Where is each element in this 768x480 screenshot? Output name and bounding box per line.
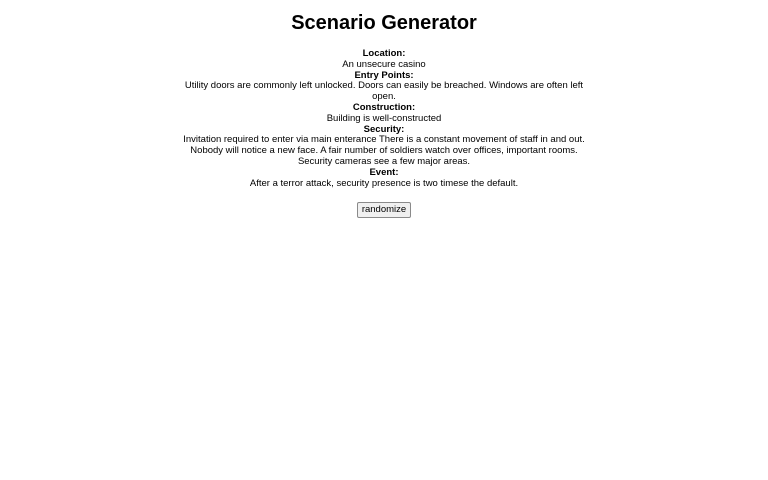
randomize-button[interactable]: randomize xyxy=(357,202,411,218)
page-title: Scenario Generator xyxy=(291,12,477,34)
security-cameras-value: Security cameras see a few major areas. xyxy=(297,155,471,167)
construction-value: Building is well-constructed xyxy=(326,112,442,124)
entry-points-label: Entry Points: xyxy=(354,69,414,81)
construction-label: Construction: xyxy=(352,101,416,113)
location-value: An unsecure casino xyxy=(342,58,426,70)
event-label: Event: xyxy=(369,166,399,178)
security-value: Invitation required to enter via main enterance There is a constant movement of staff in and out. Nobody will notice a new face. A fair number of soldiers watch over offices, important rooms. xyxy=(183,134,585,157)
event-value: After a terror attack, security presence is two timese the default. xyxy=(249,177,519,189)
entry-points-value: Utility doors are commonly left unlocked. Doors can easily be breached. Windows are often left open. xyxy=(184,80,584,103)
security-label: Security: xyxy=(363,123,405,135)
button-container xyxy=(0,199,768,218)
location-label: Location: xyxy=(362,48,406,59)
scenario-details xyxy=(179,49,589,189)
